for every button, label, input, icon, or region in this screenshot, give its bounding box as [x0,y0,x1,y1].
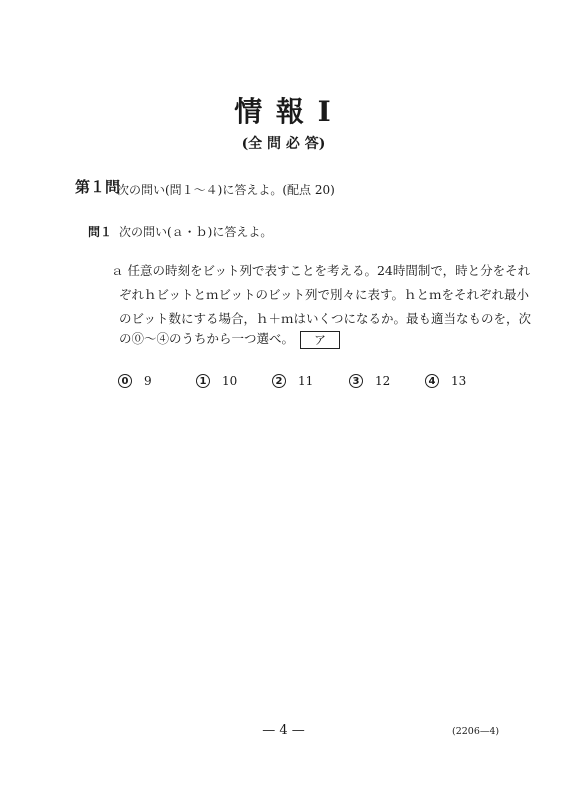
choice-number-icon: 1 [196,374,210,388]
part-a-line-1: ａ 任意の時刻をビット列で表すことを考える。24時間制で，時と分をそれ [111,263,531,278]
question-intro: 次の問い(問１～４)に答えよ。(配点 20) [117,183,335,197]
question-label: 第１問 [75,178,121,196]
choice-1[interactable] [196,374,237,388]
choice-value: 10 [222,374,238,388]
part-a-line-3: のビット数にする場合，ｈ＋ｍはいくつになるか。最も適当なものを，次 [119,311,532,326]
sub-question-intro: 次の問い(ａ・ｂ)に答えよ。 [119,225,273,239]
choice-value: 11 [298,374,314,388]
part-a-line-4: の⓪～④のうちから一つ選べ。 [119,331,295,346]
page-title: 情 報 Ⅰ [234,95,333,128]
part-a-line-4-wrap [119,328,340,350]
choice-number-icon: 4 [425,374,439,388]
choice-number-icon: 2 [272,374,286,388]
page-subtitle: (全 問 必 答) [241,136,326,152]
choice-number-icon: 3 [349,374,363,388]
choice-value: 13 [451,374,467,388]
choice-3[interactable] [349,374,390,388]
part-a-line-2: ぞれｈビットとｍビットのビット列で別々に表す。ｈとｍをそれぞれ最小 [119,287,530,302]
sub-question-label: 問１ [88,225,113,239]
choice-0[interactable] [118,374,152,388]
page-code: (2206—4) [452,726,500,737]
page-number: — 4 — [262,723,305,738]
choice-number-icon: 0 [118,374,132,388]
choice-4[interactable] [425,374,466,388]
choice-value: 12 [375,374,391,388]
answer-box[interactable]: ア [300,331,340,349]
choice-2[interactable] [272,374,313,388]
choice-value: 9 [144,374,152,388]
